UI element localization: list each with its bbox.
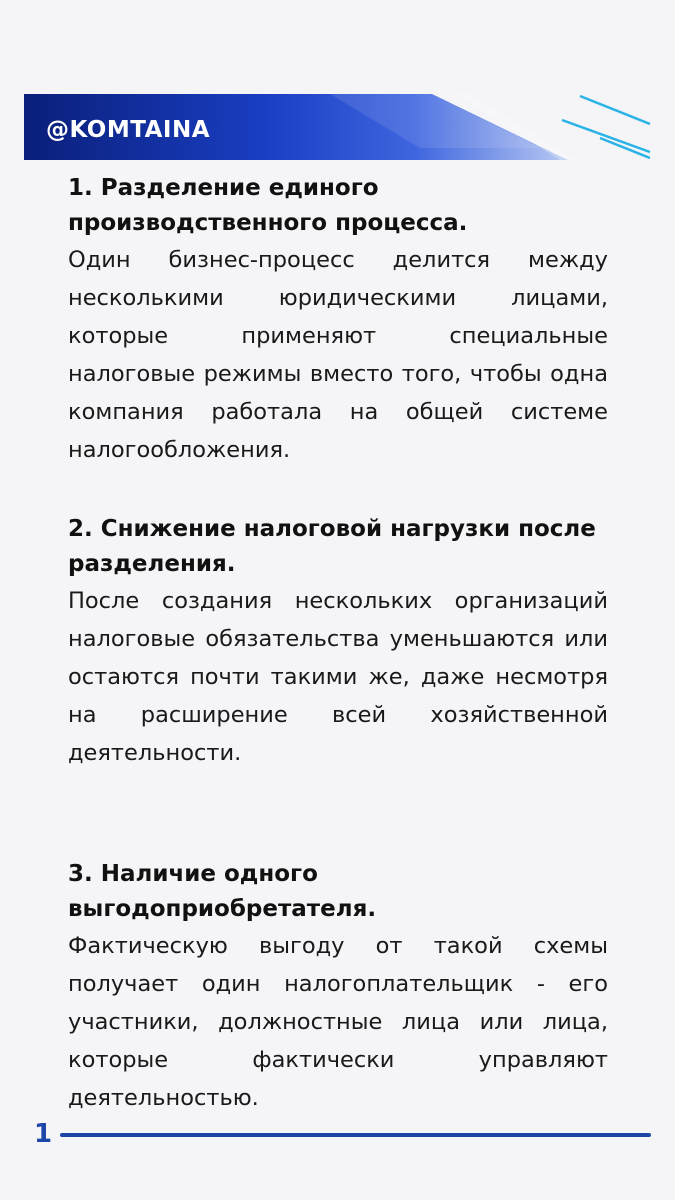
- accent-stripe: [562, 120, 650, 152]
- footer-divider: [60, 1133, 651, 1137]
- section-heading: 2. Снижение налоговой нагрузки после разделения.: [68, 516, 596, 577]
- section-body: Один бизнес-процесс делится между несколькими юридическими лицами, которые применяют специальные налоговые режимы вместо того, чтобы одна компания работала на общей системе налогообложения.: [68, 247, 608, 463]
- section-3: [68, 857, 608, 1117]
- page-number: 1: [34, 1119, 53, 1149]
- brand-handle: @KOMTAINA: [46, 117, 211, 143]
- section-heading: 3. Наличие одного выгодоприобретателя.: [68, 861, 377, 922]
- section-1: [68, 171, 608, 469]
- section-2: [68, 512, 608, 772]
- accent-stripe: [580, 96, 650, 124]
- section-body: После создания нескольких организаций налоговые обязательства уменьшаются или остаются почти такими же, даже несмотря на расширение всей хозяйственной деятельности.: [68, 588, 608, 766]
- section-heading: 1. Разделение единого производственного процесса.: [68, 175, 468, 236]
- section-body: Фактическую выгоду от такой схемы получает один налогоплательщик - его участники, должностные лица или лица, которые фактически управляют деятельностью.: [68, 933, 608, 1111]
